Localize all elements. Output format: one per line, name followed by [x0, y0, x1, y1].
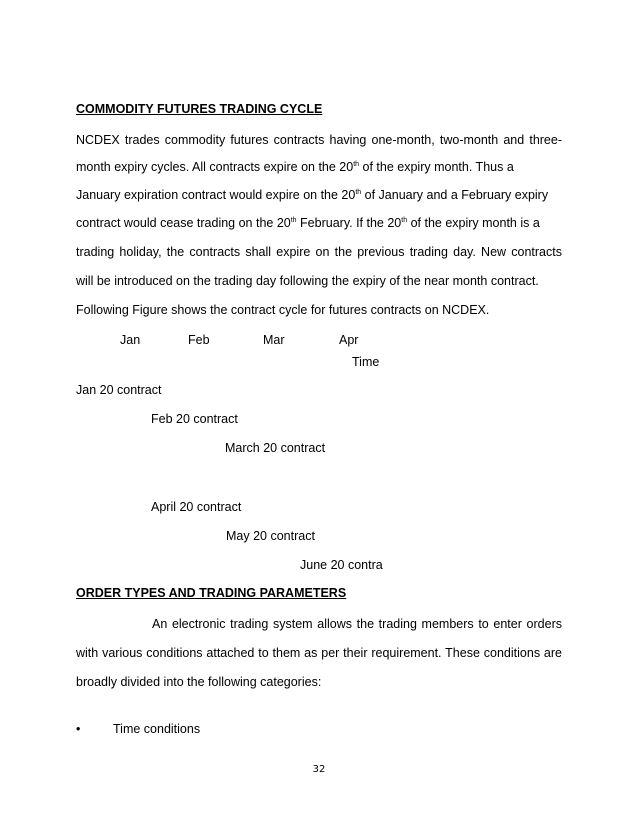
- text-fragment: January expiration contract would expire on the 20: [76, 188, 356, 202]
- contract-label: Feb 20 contract: [151, 412, 238, 426]
- paragraph-line: [76, 188, 548, 202]
- paragraph-line: [76, 160, 514, 174]
- time-axis-label: Time: [352, 355, 380, 369]
- month-label: Apr: [339, 333, 359, 347]
- superscript: th: [401, 217, 408, 224]
- paragraph-line: An electronic trading system allows the trading members to enter orders: [152, 617, 562, 631]
- paragraph-line: trading holiday, the contracts shall expire on the previous trading day. New contracts: [76, 245, 562, 259]
- month-label: Mar: [263, 333, 285, 347]
- text-fragment: of January and a February expiry: [361, 188, 549, 202]
- paragraph-line: [76, 216, 540, 230]
- page-number: 32: [312, 764, 326, 775]
- contract-label: March 20 contract: [225, 441, 326, 455]
- superscript: th: [353, 161, 360, 168]
- paragraph-line: broadly divided into the following categories:: [76, 675, 322, 689]
- text-fragment: month expiry cycles. All contracts expire on the 20: [76, 160, 354, 174]
- text-fragment: contract would cease trading on the 20: [76, 216, 291, 230]
- paragraph-line: will be introduced on the trading day following the expiry of the near month contract.: [76, 274, 539, 288]
- superscript: th: [355, 189, 362, 196]
- paragraph-line: Following Figure shows the contract cycle for futures contracts on NCDEX.: [76, 303, 490, 317]
- contract-label: April 20 contract: [151, 500, 242, 514]
- list-item-time-conditions: Time conditions: [113, 722, 201, 736]
- month-label: Feb: [188, 333, 210, 347]
- section-heading-order-types: ORDER TYPES AND TRADING PARAMETERS: [76, 586, 347, 600]
- section-heading-commodity: COMMODITY FUTURES TRADING CYCLE: [76, 102, 323, 116]
- text-fragment: of the expiry month is a: [407, 216, 540, 230]
- text-fragment: February. If the 20: [296, 216, 402, 230]
- contract-label: Jan 20 contract: [76, 383, 162, 397]
- contract-label: May 20 contract: [226, 529, 315, 543]
- superscript: th: [290, 217, 297, 224]
- paragraph-line: with various conditions attached to them as per their requirement. These conditions are: [76, 646, 562, 660]
- paragraph-line: NCDEX trades commodity futures contracts having one-month, two-month and three-: [76, 133, 562, 147]
- contract-label: June 20 contra: [300, 558, 383, 572]
- bullet-glyph: •: [76, 722, 81, 736]
- month-label: Jan: [120, 333, 141, 347]
- text-fragment: of the expiry month. Thus a: [359, 160, 514, 174]
